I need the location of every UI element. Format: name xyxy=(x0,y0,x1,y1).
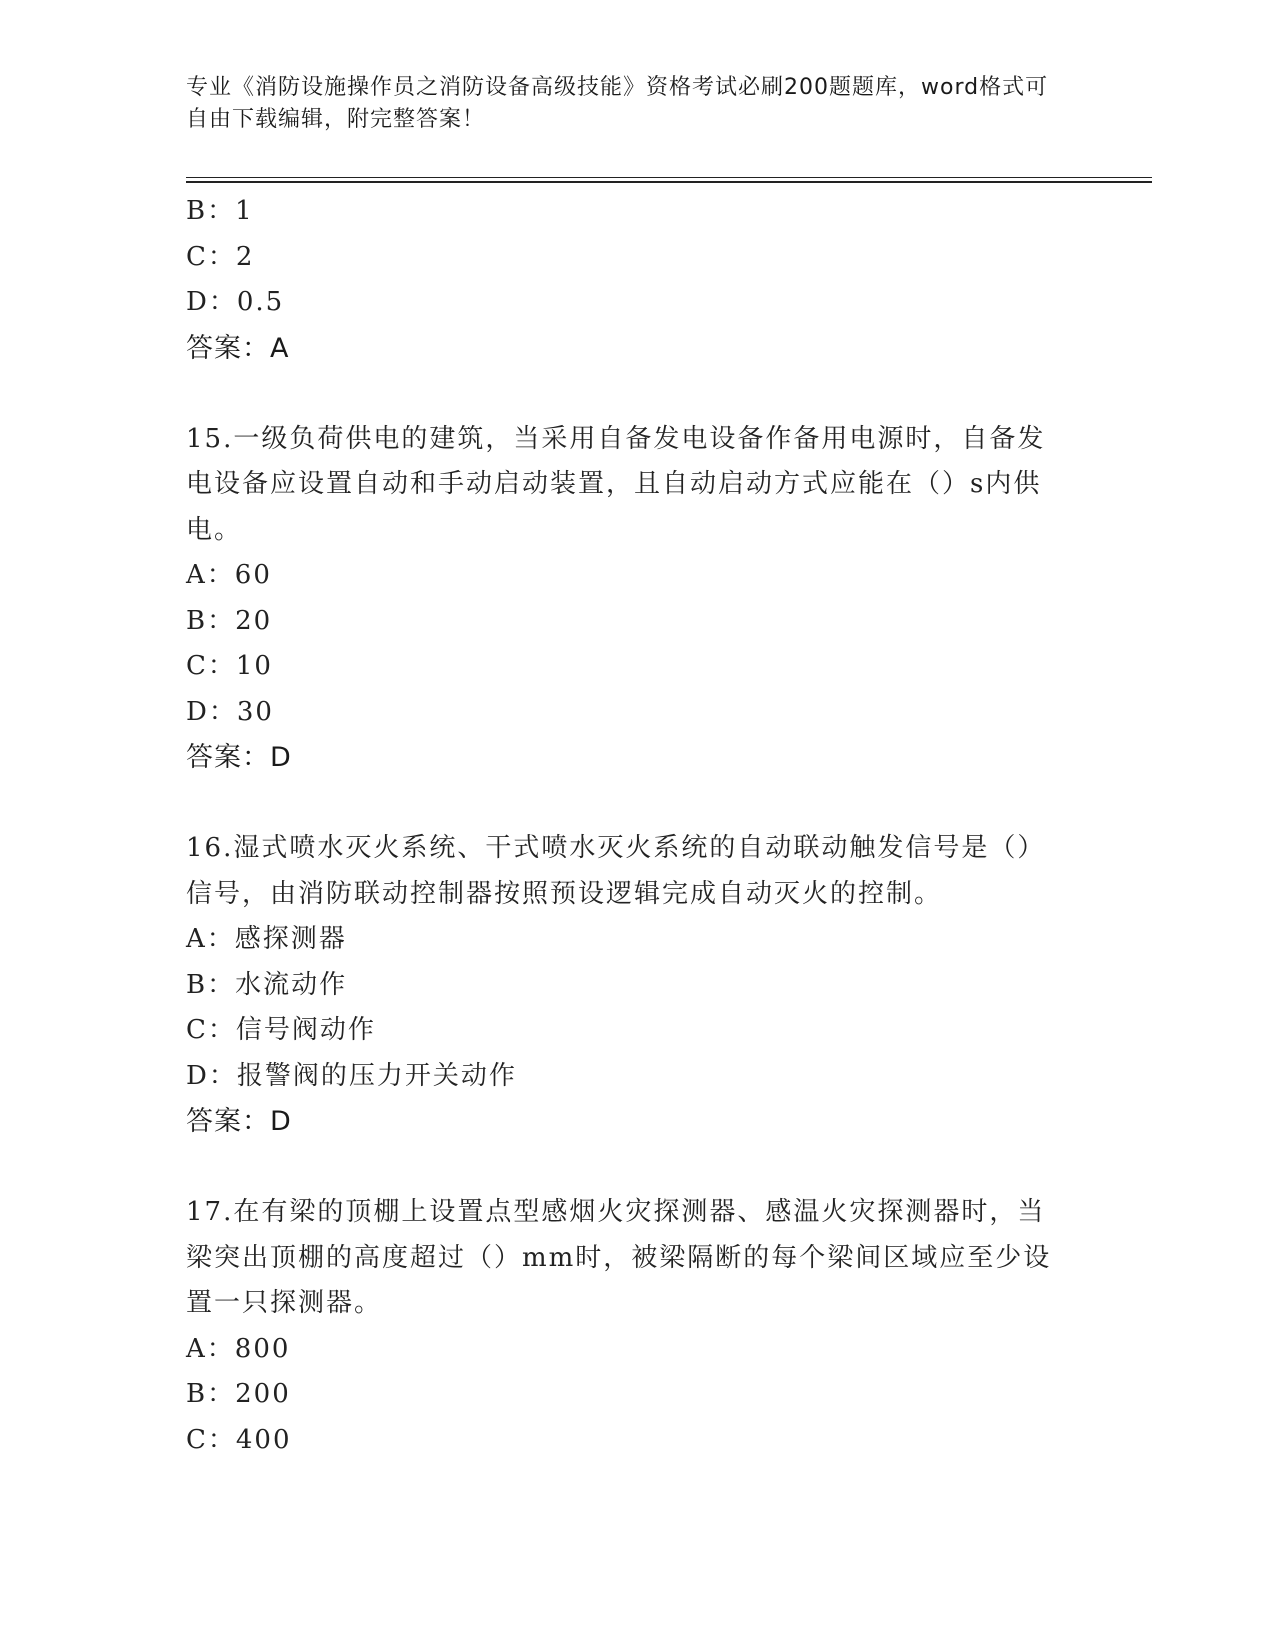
question-16 xyxy=(186,826,1086,1145)
question-17 xyxy=(186,1190,1086,1463)
option-a: A：800 xyxy=(186,1333,291,1364)
question-stem-line: 16.湿式喷水灭火系统、干式喷水灭火系统的自动联动触发信号是（） xyxy=(186,833,1046,863)
question-stem-line: 信号，由消防联动控制器按照预设逻辑完成自动灭火的控制。 xyxy=(186,878,943,909)
question-stem-line: 电。 xyxy=(186,514,243,545)
option-b: B：水流动作 xyxy=(186,969,348,1000)
option-a: A：感探测器 xyxy=(186,924,347,954)
option-c: C：信号阀动作 xyxy=(186,1015,376,1045)
question-content xyxy=(186,189,1086,1463)
document-header: 专业《消防设施操作员之消防设备高级技能》资格考试必刷200题题库，word格式可自由下载编辑，附完整答案！ xyxy=(186,75,1049,132)
option-c: C：10 xyxy=(186,651,273,681)
prev-question-block xyxy=(186,189,1086,371)
header-divider-thick xyxy=(186,181,1152,183)
option-d: D：报警阀的压力开关动作 xyxy=(186,1060,517,1091)
question-stem-line: 电设备应设置自动和手动启动装置，且自动启动方式应能在（）s内供 xyxy=(186,469,1042,499)
option-d: D：30 xyxy=(186,696,274,727)
answer-line: 答案：D xyxy=(186,742,292,773)
option-d: D：0.5 xyxy=(186,287,285,317)
option-c: C：400 xyxy=(186,1424,292,1455)
question-stem-line: 17.在有梁的顶棚上设置点型感烟火灾探测器、感温火灾探测器时，当 xyxy=(186,1197,1046,1227)
option-b: B：20 xyxy=(186,605,273,636)
option-b: B：1 xyxy=(186,196,254,226)
answer-line: 答案：A xyxy=(186,332,290,364)
question-stem-line: 置一只探测器。 xyxy=(186,1288,383,1318)
answer-line: 答案：D xyxy=(186,1106,292,1137)
option-b: B：200 xyxy=(186,1379,291,1409)
header-divider-thin xyxy=(186,177,1152,178)
question-15 xyxy=(186,417,1086,781)
option-c: C：2 xyxy=(186,241,255,272)
question-stem-line: 15.一级负荷供电的建筑，当采用自备发电设备作备用电源时，自备发 xyxy=(186,423,1046,454)
question-stem-line: 梁突出顶棚的高度超过（）mm时，被梁隔断的每个梁间区域应至少设 xyxy=(186,1242,1052,1273)
option-a: A：60 xyxy=(186,560,272,590)
